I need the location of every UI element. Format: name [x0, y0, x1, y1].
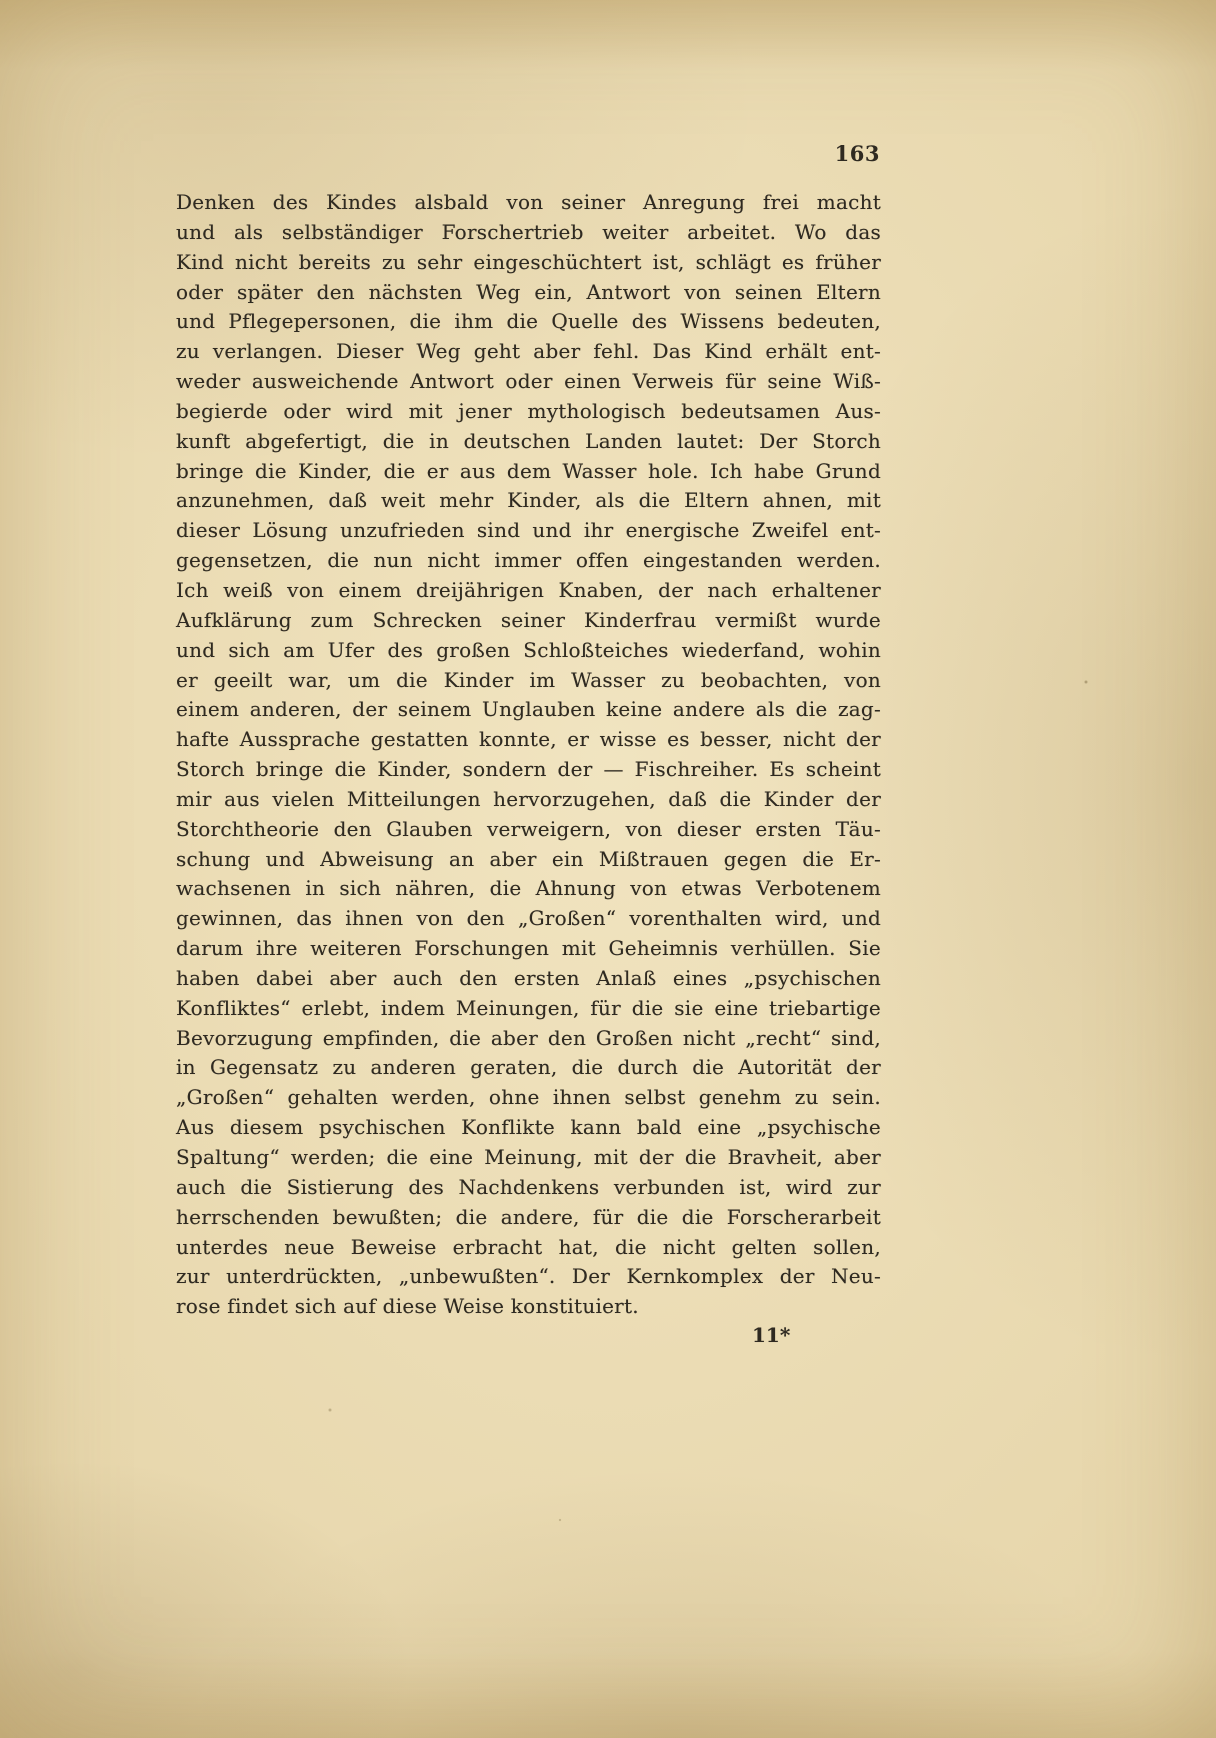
- text-line: oder später den nächsten Weg ein, Antwort von seinen Eltern: [176, 279, 881, 304]
- text-line: Ich weiß von einem dreijährigen Knaben, der nach erhaltener: [176, 577, 881, 602]
- text-line: weder ausweichende Antwort oder einen Verweis für seine Wiß-: [176, 369, 881, 394]
- text-line: auch die Sistierung des Nachdenkens verbunden ist, wird zur: [176, 1174, 881, 1199]
- body-text: [176, 188, 881, 1322]
- text-line: und als selbständiger Forschertrieb weiter arbeitet. Wo das: [176, 219, 881, 244]
- text-line: gegensetzen, die nun nicht immer offen eingestanden werden.: [176, 548, 881, 573]
- text-line: zu verlangen. Dieser Weg geht aber fehl. Das Kind erhält ent-: [176, 339, 881, 364]
- text-line: Storchtheorie den Glauben verweigern, von dieser ersten Täu-: [176, 816, 881, 841]
- text-line: hafte Aussprache gestatten konnte, er wisse es besser, nicht der: [176, 727, 881, 752]
- text-line: Spaltung“ werden; die eine Meinung, mit der die Bravheit, aber: [176, 1145, 881, 1169]
- text-line: kunft abgefertigt, die in deutschen Landen lautet: Der Storch: [176, 428, 881, 453]
- text-line: er geeilt war, um die Kinder im Wasser zu beobachten, von: [176, 667, 881, 692]
- text-line: haben dabei aber auch den ersten Anlaß eines „psychischen: [176, 965, 881, 990]
- text-line: Aufklärung zum Schrecken seiner Kinderfrau vermißt wurde: [176, 607, 881, 632]
- signature-mark: 11*: [752, 1323, 791, 1347]
- text-line: wachsenen in sich nähren, die Ahnung von etwas Verbotenem: [176, 876, 881, 901]
- text-line: Aus diesem psychischen Konflikte kann bald eine „psychische: [176, 1115, 881, 1140]
- text-line: dieser Lösung unzufrieden sind und ihr energische Zweifel ent-: [176, 518, 881, 543]
- text-line: darum ihre weiteren Forschungen mit Geheimnis verhüllen. Sie: [176, 936, 881, 961]
- text-line: Konfliktes“ erlebt, indem Meinungen, für die sie eine triebartige: [176, 995, 881, 1020]
- text-line: Storch bringe die Kinder, sondern der — Fischreiher. Es scheint: [176, 757, 881, 782]
- text-line: rose findet sich auf diese Weise konstituiert.: [176, 1294, 639, 1319]
- text-line: schung und Abweisung an aber ein Mißtrauen gegen die Er-: [176, 846, 881, 871]
- text-line: herrschenden bewußten; die andere, für die die Forscherarbeit: [176, 1204, 881, 1229]
- text-line: Denken des Kindes alsbald von seiner Anregung frei macht: [176, 190, 881, 214]
- text-line: anzunehmen, daß weit mehr Kinder, als die Eltern ahnen, mit: [176, 488, 881, 513]
- text-line: Kind nicht bereits zu sehr eingeschüchtert ist, schlägt es früher: [176, 249, 881, 274]
- text-line: bringe die Kinder, die er aus dem Wasser hole. Ich habe Grund: [176, 458, 881, 483]
- text-line: „Großen“ gehalten werden, ohne ihnen selbst genehm zu sein.: [176, 1085, 881, 1110]
- text-line: begierde oder wird mit jener mythologisch bedeutsamen Aus-: [176, 398, 881, 423]
- page-number: 163: [834, 141, 880, 166]
- text-line: und Pflegepersonen, die ihm die Quelle des Wissens bedeuten,: [176, 309, 881, 334]
- text-line: unterdes neue Beweise erbracht hat, die nicht gelten sollen,: [176, 1234, 881, 1259]
- text-line: gewinnen, das ihnen von den „Großen“ vorenthalten wird, und: [176, 906, 881, 931]
- text-line: mir aus vielen Mitteilungen hervorzugehen, daß die Kinder der: [176, 786, 881, 811]
- text-line: zur unterdrückten, „unbewußten“. Der Kernkomplex der Neu-: [176, 1264, 881, 1289]
- text-line: und sich am Ufer des großen Schloßteiches wiederfand, wohin: [176, 637, 881, 662]
- text-line: in Gegensatz zu anderen geraten, die durch die Autorität der: [176, 1055, 881, 1080]
- text-line: Bevorzugung empfinden, die aber den Großen nicht „recht“ sind,: [176, 1025, 881, 1050]
- text-line: einem anderen, der seinem Unglauben keine andere als die zag-: [176, 697, 881, 722]
